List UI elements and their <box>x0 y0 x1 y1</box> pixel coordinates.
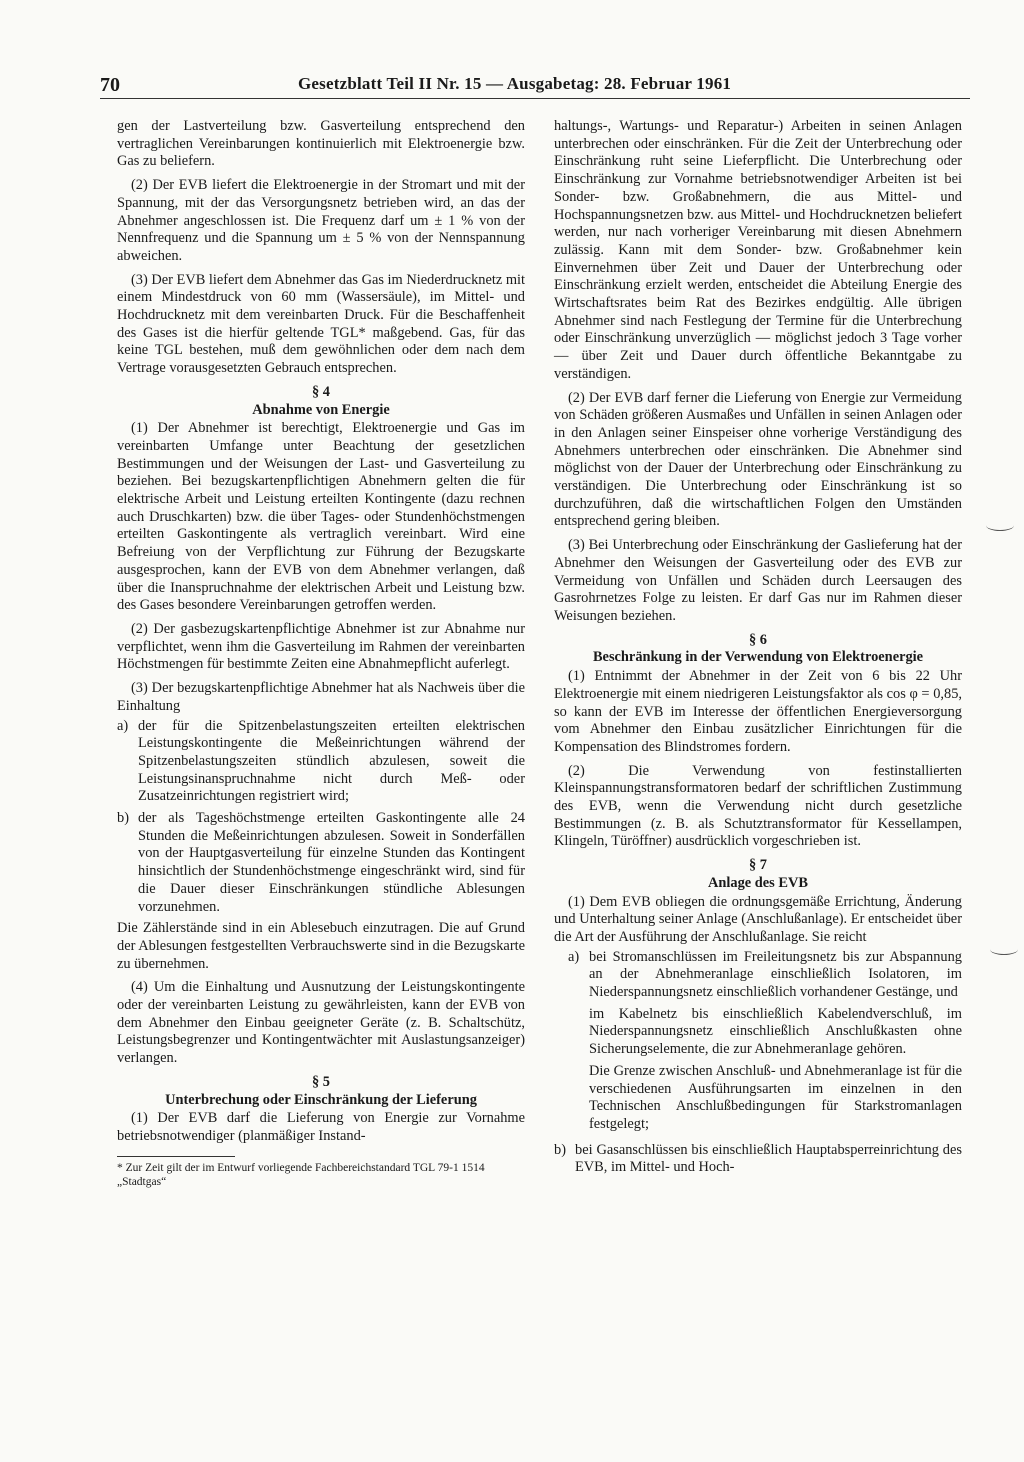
paragraph: (3) Bei Unterbrechung oder Einschränkung der Gaslieferung hat der Abnehmer den Weisungen der Gasverteilung oder des EVB zur Vermeidung von Unfällen und Schäden durch Leersaugen des Gasrohrnetzes Folge zu leisten. Er darf Gas nur im Rahmen dieser Weisungen beziehen. <box>554 537 962 624</box>
right-column <box>554 118 962 1181</box>
section-title: Anlage des EVB <box>708 874 808 891</box>
left-column <box>117 118 525 1189</box>
paragraph: (2) Der EVB darf ferner die Lieferung von Energie zur Vermeidung von Schäden größeren Ausmaßes und Unfällen in seinen Anlagen oder in den Anlagen seiner Einspeiser ohne vorherige Verständigung des Abnehmers unterbrechen oder einschränken. Die Abnehmer sind möglichst von der Dauer der Unterbrechung oder Einschränkung zu verständigen. Die Unterbrechung oder Einschränkung ist so durchzuführen, daß die wirtschaftlichen Folgen den Umständen entsprechend gering bleiben. <box>554 389 962 530</box>
paragraph: (4) Um die Einhaltung und Ausnutzung der Leistungskontingente oder der vereinbarten Leistung zu gewährleisten, kann der EVB von dem Abnehmer den Einbau geeigneter Geräte (z. B. Schaltschütz, Leistungsbegrenzer und Kontingentwächter mit Auslastungsanzeiger) verlangen. <box>117 979 525 1067</box>
footnote: * Zur Zeit gilt der im Entwurf vorliegende Fachbereichstandard TGL 79-1 1514 „Stadtgas“ <box>117 1161 485 1188</box>
paragraph: haltungs-, Wartungs- und Reparatur-) Arbeiten in seinen Anlagen unterbrechen oder einschränken. Für die Zeit der Unterbrechung oder Einschränkung ruht seine Lieferpflicht. Die Unterbrechung oder Einschränkung zur Vornahme betriebsnotwendiger Arbeiten ist bei Sonder- bzw. Großabnehmern, die aus Mittel- und Hochspannungsnetzen bzw. aus Mittel- und Hochdrucknetzen beliefert werden, nur nach vorheriger Vereinbarung mit diesen Abnehmern zulässig. Kann mit dem Sonder- bzw. Großabnehmer kein Einvernehmen über Zeit und Dauer der Unterbrechung oder Einschränkung erzielt werden, entscheidet die Abteilung Energie des Wirtschaftsrates beim Rat des Bezirkes endgültig. Alle übrigen Abnehmer sind nach Festlegung der Termine für die Unterbrechung oder Einschränkung unverzüglich — möglichst jedoch 3 Tage vorher — über Zeit und Dauer durch öffentliche Bekanntgabe zu verständigen. <box>554 118 962 382</box>
section-title: Abnahme von Energie <box>252 401 390 418</box>
section-number: § 7 <box>749 857 767 874</box>
list-text: im Kabelnetz bis einschließlich Kabelendverschluß, im Niederspannungsnetz einschließlich Anschlußkasten ohne Sicherungselemente, die zur Abnehmeranlage gehören. <box>589 1005 962 1058</box>
list-item <box>554 1142 962 1177</box>
section-title: Beschränkung in der Verwendung von Elektroenergie <box>592 649 924 666</box>
list-text: bei Stromanschlüssen im Freileitungsnetz bis zur Abspannung an der Abnehmeranlage einschließlich Isolatoren, im Niederspannungsnetz einschließlich vorhandener Gestänge, und <box>589 948 962 1001</box>
page-header <box>100 74 970 99</box>
section-title: Unterbrechung oder Einschränkung der Lieferung <box>165 1091 477 1108</box>
list-label: b) <box>554 1141 566 1158</box>
margin-mark <box>986 520 1014 531</box>
section-number: § 5 <box>312 1073 330 1090</box>
paragraph: (1) Entnimmt der Abnehmer in der Zeit von 6 bis 22 Uhr Elektroenergie mit einem niedrigeren Leistungsfaktor als cos φ = 0,85, so kann der EVB im Interesse der öffentlichen Energieversorgung vom Abnehmer den Einbau zusätzlicher Einrichtungen für die Kompensation des Blindstromes fordern. <box>554 668 962 755</box>
list-label: b) <box>117 810 129 827</box>
paragraph: Die Zählerstände sind in ein Ablesebuch einzutragen. Die auf Grund der Ablesungen festgestellten Verbrauchswerte sind in die Bezugskarte zu übernehmen. <box>117 920 525 972</box>
paragraph: (1) Dem EVB obliegen die ordnungsgemäße Errichtung, Änderung und Unterhaltung seiner Anlage (Anschlußanlage). Er entscheidet über die Art der Ausführung der Anschlußanlage. Sie reicht <box>554 893 962 945</box>
list-item <box>554 949 962 1138</box>
header-title: Gesetzblatt Teil II Nr. 15 — Ausgabetag: 28. Februar 1961 <box>298 74 732 93</box>
paragraph: (1) Der Abnehmer ist berechtigt, Elektroenergie und Gas im vereinbarten Umfange unter Beachtung der gesetzlichen Bestimmungen und der Weisungen der Last- und Gasverteilung zu beziehen. Bei bezugskartenpflichtigen Abnehmern gelten die für elektrische Arbeit und Leistung erteilten Kontingente (dazu rechnen auch Druschkarten) bzw. die über Tages- oder Stundenhöchstmengen erteilten Gaskontingente als vertraglich vereinbart. Wird eine Befreiung von der Verpflichtung zur Führung der Bezugskarte ausgesprochen, kann der EVB von dem Abnehmer verlangen, daß über die Inanspruchnahme der elektrischen Arbeit und Leistung bzw. des Gases besondere Vereinbarungen getroffen werden. <box>117 420 525 614</box>
list-item <box>117 810 525 916</box>
paragraph: (2) Der EVB liefert die Elektroenergie in der Stromart und mit der Spannung, mit der das Versorgungsnetz betrieben wird, an das der Abnehmer angeschlossen ist. Die Frequenz darf um ± 1 % von der Nennfrequenz und die Spannung um ± 5 % von der Nennspannung abweichen. <box>117 177 525 264</box>
list-item <box>117 718 525 807</box>
list-text-group <box>589 949 962 1138</box>
paragraph: (2) Die Verwendung von festinstallierten Kleinspannungstransformatoren bedarf der schriftlichen Zustimmung des EVB, wenn die Verwendung nicht durch gesetzliche Bestimmungen (z. B. als Schutztransformator für Kessellampen, Klingeln, Türöffner) ausdrücklich vorgeschrieben ist. <box>554 762 962 850</box>
list-text: der für die Spitzenbelastungszeiten erteilten elektrischen Leistungskontingente die Meßeinrichtungen während der Spitzenbelastungszeiten stündlich abzulesen, soweit die Leistungsinanspruchnahme nicht durch Meß- oder Zusatzeinrichtungen registriert wird; <box>138 717 525 805</box>
section-number: § 4 <box>312 383 330 400</box>
margin-mark <box>990 944 1018 955</box>
list-label: a) <box>568 948 580 965</box>
paragraph: (2) Der gasbezugskartenpflichtige Abnehmer ist zur Abnahme nur verpflichtet, wenn ihm die Gasverteilung im Rahmen der vereinbarten Höchstmengen für bestimmte Zeiten eine Abnahmepflicht auferlegt. <box>117 620 525 673</box>
paragraph: (3) Der EVB liefert dem Abnehmer das Gas im Niederdrucknetz mit einem Mindestdruck von 60 mm (Wassersäule), im Mittel- und Hochdrucknetz mit dem vereinbarten Druck. Für die Beschaffenheit des Gases ist die hierfür geltende TGL* maßgebend. Gas, für das keine TGL bestehen, muß dem gewöhnlichen oder dem nach dem Vertrage vorausgesetzten Gebrauch entsprechen. <box>117 271 526 377</box>
list-text: Die Grenze zwischen Anschluß- und Abnehmeranlage ist für die verschiedenen Ausführungsarten im einzelnen in den Technischen Anschlußbedingungen für Starkstromanlagen festgelegt; <box>589 1062 962 1132</box>
paragraph: (3) Der bezugskartenpflichtige Abnehmer hat als Nachweis über die Einhaltung <box>117 680 525 714</box>
paragraph: (1) Der EVB darf die Lieferung von Energie zur Vornahme betriebsnotwendiger (planmäßiger Instand- <box>117 1110 525 1144</box>
section-number: § 6 <box>749 631 767 648</box>
list-label: a) <box>117 717 129 734</box>
paragraph: gen der Lastverteilung bzw. Gasverteilung entsprechend den vertraglichen Vereinbarungen kontinuierlich mit Elektroenergie bzw. Gas zu beliefern. <box>117 118 525 170</box>
page-number: 70 <box>100 74 120 96</box>
footnote-divider <box>117 1156 235 1157</box>
list-text: der als Tageshöchstmenge erteilten Gaskontingente alle 24 Stunden die Meßeinrichtungen abzulesen. Soweit in Sonderfällen von der Hauptgasverteilung für einzelne Stunden das Kontingent hinsichtlich der Stundenhöchstmenge eingeschränkt wird, sind für die Dauer dieser Einschränkungen stündliche Ablesungen vorzunehmen. <box>138 810 525 915</box>
list-text: bei Gasanschlüssen bis einschließlich Hauptabsperreinrichtung des EVB, im Mittel- und Hoch- <box>575 1141 962 1176</box>
